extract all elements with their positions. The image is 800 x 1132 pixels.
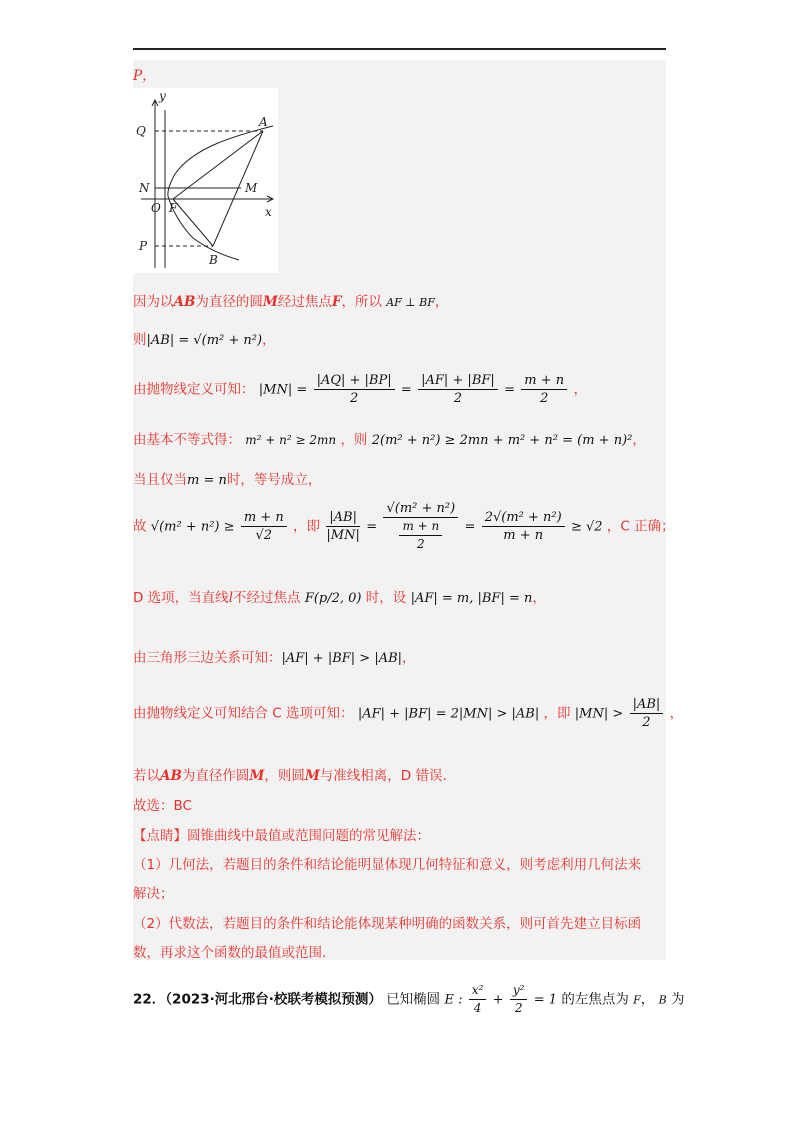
parabola-diagram <box>133 88 278 273</box>
line-12: 【点睛】圆锥曲线中最值或范围问题的常见解法： <box>133 828 430 844</box>
line-16: 数，再求这个函数的最值或范围. <box>133 945 327 961</box>
line-8: 由三角形三边关系可知：|AF| + |BF| > |AB|， <box>133 650 416 666</box>
line-14: 解决； <box>133 886 174 902</box>
line-5: 当且仅当m = n时，等号成立， <box>133 472 322 488</box>
header-rule <box>133 48 666 50</box>
line-13: （1）几何法，若题目的条件和结论能明显体现几何特征和意义，则考虑利用几何法来 <box>133 857 642 873</box>
label-f: F <box>169 201 178 215</box>
label-m: M <box>245 181 258 195</box>
line-3: 由抛物线定义可知： |MN| = $\frac{|AQ| + |BP|}{2}$ = $\frac{|AF| + |BF|}{2}$ = $\frac{m + n}{2}$ ， <box>133 373 587 406</box>
line-4: 由基本不等式得： m² + n² ≥ 2mn ，则 2(m² + n²) ≥ 2mn + m² + n² = (m + n)²， <box>133 432 646 448</box>
line-1: 因为以AB为直径的圆M经过焦点F，所以 AF ⊥ BF， <box>133 294 449 310</box>
line-7: D 选项，当直线l不经过焦点 F(p/2, 0) 时，设 |AF| = m, |BF| = n， <box>133 590 546 606</box>
line-6: 故 √(m² + n²) ≥ $\frac{m + n}{√2}$ ，即 $\frac{|AB|}{|MN|}$ = $\frac{\text{√(m² + n²)}}{\frac{m + n}{2}}$ = $\frac{\text{2√(m² + n²)}}{m + n}$ ≥ √2 ，C 正确； <box>133 501 675 551</box>
label-b: B <box>209 253 218 267</box>
label-a: A <box>259 115 268 129</box>
label-p: P <box>139 239 148 253</box>
header-text: P， <box>133 68 156 84</box>
line-11: 故选：BC <box>133 798 192 814</box>
question-22: 22．（2023·河北邢台·校联考模拟预测） 已知椭圆 E : $\frac{\text{x²}}{4}$ + $\frac{\text{y²}}{2}$ = 1 的左焦点为 F， B 为 <box>133 983 685 1015</box>
label-y: y <box>159 89 166 103</box>
line-9: 由抛物线定义可知结合 C 选项可知： |AF| + |BF| = 2|MN| > |AB| ，即 |MN| > $\frac{|AB|}{2}$ ， <box>133 697 684 730</box>
line-15: （2）代数法，若题目的条件和结论能体现某种明确的函数关系，则可首先建立目标函 <box>133 916 642 932</box>
label-n: N <box>139 181 150 195</box>
label-o: O <box>151 201 161 215</box>
label-x: x <box>265 205 272 219</box>
line-2: 则|AB| = √(m² + n²)， <box>133 332 276 348</box>
line-10: 若以AB为直径作圆M，则圆M与准线相离，D 错误. <box>133 768 447 784</box>
parabola-figure <box>133 88 278 277</box>
label-q: Q <box>136 124 146 138</box>
